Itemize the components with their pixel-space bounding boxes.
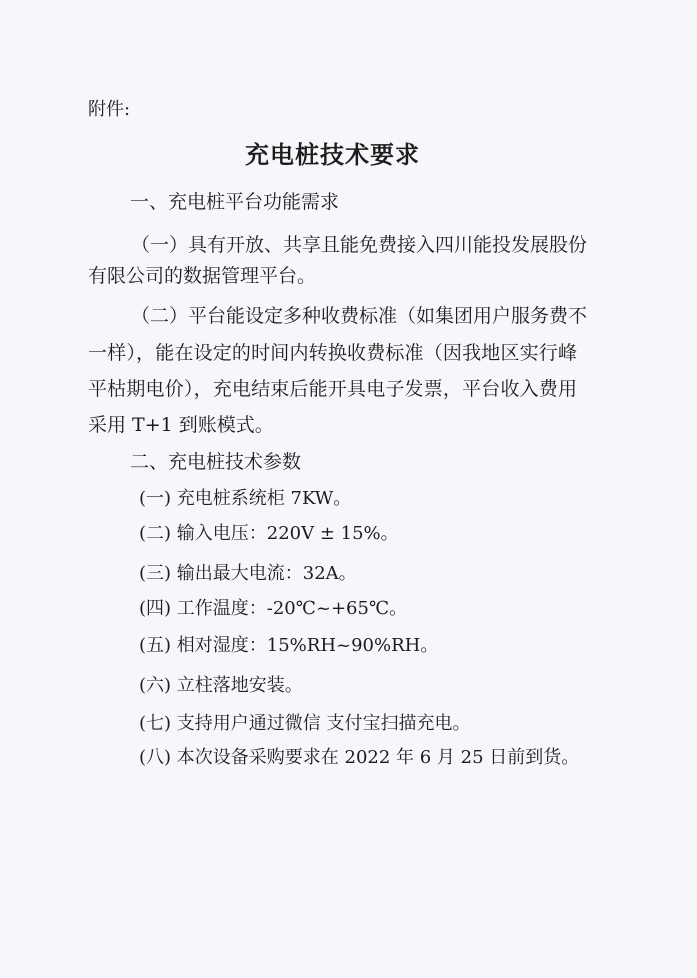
paragraph-line: 平枯期电价），充电结束后能开具电子发票，平台收入费用 bbox=[88, 378, 577, 400]
parameter-item: (三) 输出最大电流：32A。 bbox=[139, 563, 357, 584]
parameter-item: (二) 输入电压：220V ± 15%。 bbox=[139, 523, 399, 544]
parameter-item: (八) 本次设备采购要求在 2022 年 6 月 25 日前到货。 bbox=[139, 747, 580, 768]
paragraph-line: 有限公司的数据管理平台。 bbox=[88, 265, 317, 287]
parameter-item: (六) 立柱落地安装。 bbox=[139, 675, 303, 696]
parameter-item: (一) 充电桩系统柜 7KW。 bbox=[139, 488, 352, 509]
paragraph-line: 一样），能在设定的时间内转换收费标准（因我地区实行峰 bbox=[88, 342, 577, 364]
paragraph-line: （二）平台能设定多种收费标准（如集团用户服务费不 bbox=[131, 305, 588, 327]
paragraph-line: 采用 T+1 到账模式。 bbox=[88, 414, 274, 436]
document-title: 充电桩技术要求 bbox=[245, 140, 420, 169]
parameter-item: (五) 相对湿度：15%RH~90%RH。 bbox=[139, 635, 439, 656]
parameter-item: (七) 支持用户通过微信 支付宝扫描充电。 bbox=[139, 713, 471, 734]
attachment-label: 附件: bbox=[88, 99, 131, 120]
paragraph-line: （一）具有开放、共享且能免费接入四川能投发展股份 bbox=[131, 234, 588, 256]
section-heading: 一、充电桩平台功能需求 bbox=[130, 191, 340, 213]
parameter-item: (四) 工作温度：-20℃~+65℃。 bbox=[139, 598, 408, 619]
section-heading: 二、充电桩技术参数 bbox=[130, 451, 302, 473]
